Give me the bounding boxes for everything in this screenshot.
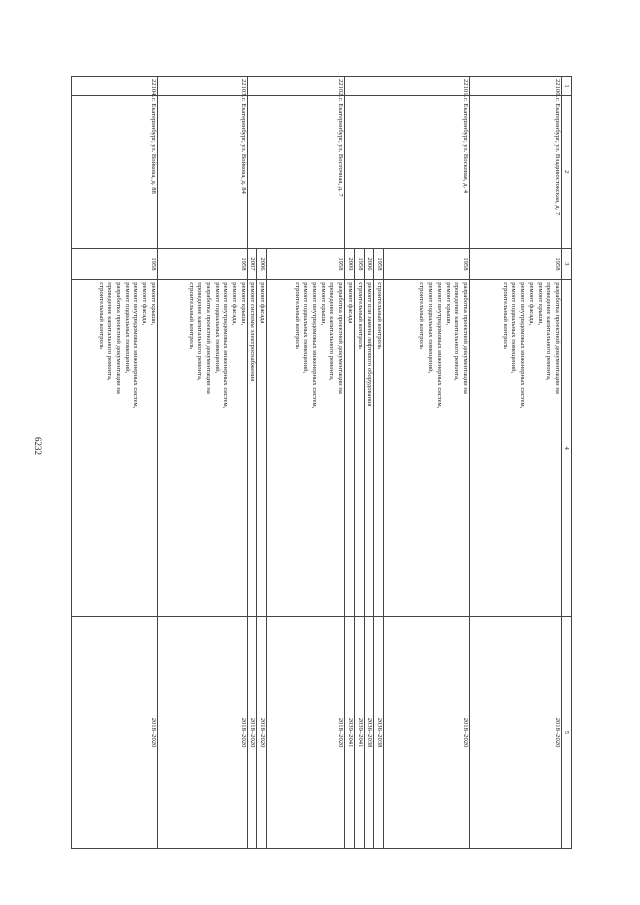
planned-period: 2036–2038 bbox=[374, 617, 384, 849]
work-item: ремонт системы электроснабжения bbox=[249, 282, 257, 382]
works-list bbox=[345, 280, 355, 617]
planned-period: 2018–2020 bbox=[257, 617, 267, 849]
commission-year: 2009 bbox=[345, 248, 355, 280]
work-item: проведение капитального ремонта, bbox=[328, 282, 336, 381]
work-item: ремонт крыши, bbox=[444, 282, 452, 326]
work-item: ремонт фасада, bbox=[527, 282, 535, 326]
entry-address: г. Екатеринбург, ул. Восковая, д. 4 bbox=[345, 96, 470, 248]
commission-year: 2007 bbox=[247, 248, 257, 280]
works-list bbox=[247, 280, 257, 617]
work-item: разработка проектной документации на bbox=[554, 282, 561, 394]
header-col-1: 1 bbox=[562, 77, 572, 96]
works-list bbox=[157, 280, 247, 617]
works-list bbox=[257, 280, 267, 617]
work-item: ремонт крыши, bbox=[536, 282, 544, 326]
planned-period: 2018–2020 bbox=[247, 617, 257, 849]
planned-period: 2018–2020 bbox=[71, 617, 157, 849]
header-col-4: 4 bbox=[562, 280, 572, 617]
table-row bbox=[470, 77, 562, 849]
works-list bbox=[354, 280, 364, 617]
work-item: строительный контроль bbox=[501, 282, 509, 350]
commission-year: 1958 bbox=[470, 248, 562, 280]
planned-period: 2018–2020 bbox=[267, 617, 345, 849]
works-list bbox=[374, 280, 384, 617]
table-body bbox=[71, 77, 561, 849]
table-row bbox=[157, 77, 247, 849]
planned-period: 2039–2041 bbox=[354, 617, 364, 849]
work-item: ремонт фасада bbox=[346, 282, 354, 324]
commission-year: 1958 bbox=[267, 248, 345, 280]
work-item: строительный контроль bbox=[356, 282, 364, 350]
entry-id: 22101. bbox=[345, 77, 470, 96]
entry-id: 22103. bbox=[157, 77, 247, 96]
commission-year: 1958 bbox=[157, 248, 247, 280]
commission-year: 1958 bbox=[71, 248, 157, 280]
table-row bbox=[267, 77, 345, 849]
work-item: ремонт подвальных помещений, bbox=[302, 282, 310, 374]
work-item: разработка проектной документации на bbox=[114, 282, 122, 394]
work-item: ремонт внутридомовых инженерных систем, bbox=[435, 282, 443, 409]
header-col-5: 5 bbox=[562, 617, 572, 849]
work-item: строительный контроль bbox=[187, 282, 195, 350]
work-item: строительный контроль bbox=[97, 282, 105, 350]
repair-schedule-table bbox=[71, 76, 572, 849]
header-row bbox=[562, 77, 572, 849]
work-item: ремонт фасада, bbox=[231, 282, 239, 326]
work-item: ремонт фасада bbox=[259, 282, 267, 324]
entry-address: г. Екатеринбург, ул. Войкова, д. 84 bbox=[157, 96, 247, 248]
planned-period: 2036–2038 bbox=[364, 617, 374, 849]
commission-year: 1958 bbox=[354, 248, 364, 280]
work-item: ремонт подвальных помещений, bbox=[213, 282, 221, 374]
works-list bbox=[384, 280, 470, 617]
work-item: проведение капитального ремонта, bbox=[453, 282, 461, 381]
entry-address: г. Екатеринбург, ул. Владивостокская, д. 7 bbox=[470, 96, 562, 248]
work-item: ремонт внутридомовых инженерных систем, bbox=[222, 282, 230, 409]
planned-period: 2018–2020 bbox=[470, 617, 562, 849]
work-item: ремонт внутридомовых инженерных систем, bbox=[132, 282, 140, 409]
work-item: строительный контроль bbox=[293, 282, 301, 350]
entry-address: г. Екатеринбург, ул. Восточная, д. 7 bbox=[247, 96, 344, 248]
work-item: ремонт подвальных помещений, bbox=[123, 282, 131, 374]
repair-schedule-table-wrapper bbox=[86, 76, 572, 849]
works-list bbox=[470, 280, 562, 617]
work-item: ремонт крыши, bbox=[149, 282, 157, 326]
work-item: ремонт или замена лифтового оборудования bbox=[366, 282, 374, 407]
work-item: ремонт фасада, bbox=[141, 282, 149, 326]
entry-id: 22100. bbox=[470, 77, 562, 96]
table-row bbox=[384, 77, 470, 849]
work-item: проведение капитального ремонта, bbox=[545, 282, 553, 381]
planned-period: 2018–2020 bbox=[384, 617, 470, 849]
work-item: разработка проектной документации на bbox=[462, 282, 469, 394]
work-item: разработка проектной документации на bbox=[337, 282, 345, 394]
work-item: ремонт внутридомовых инженерных систем, bbox=[519, 282, 527, 409]
work-item: строительный контроль bbox=[418, 282, 426, 350]
header-col-2: 2 bbox=[562, 96, 572, 248]
work-item: строительный контроль bbox=[376, 282, 383, 350]
work-item: ремонт подвальных помещений, bbox=[510, 282, 518, 374]
commission-year: 1958 bbox=[384, 248, 470, 280]
works-list bbox=[71, 280, 157, 617]
commission-year: 2006 bbox=[364, 248, 374, 280]
planned-period: 2039–2041 bbox=[345, 617, 355, 849]
work-item: ремонт крыши, bbox=[239, 282, 247, 326]
table-row bbox=[71, 77, 157, 849]
entry-id: 22104. bbox=[71, 77, 157, 96]
page-number: 6232 bbox=[33, 437, 43, 455]
work-item: проведение капитального ремонта, bbox=[196, 282, 204, 381]
works-list bbox=[364, 280, 374, 617]
work-item: ремонт внутридомовых инженерных систем, bbox=[311, 282, 319, 409]
entry-address: г. Екатеринбург, ул. Войкова, д. 88 bbox=[71, 96, 157, 248]
entry-id: 22102. bbox=[247, 77, 344, 96]
commission-year: 2006 bbox=[257, 248, 267, 280]
header-col-3: 3 bbox=[562, 248, 572, 280]
planned-period: 2018–2020 bbox=[157, 617, 247, 849]
work-item: разработка проектной документации на bbox=[204, 282, 212, 394]
work-item: ремонт подвальных помещений, bbox=[427, 282, 435, 374]
commission-year: 1958 bbox=[374, 248, 384, 280]
work-item: проведение капитального ремонта, bbox=[106, 282, 114, 381]
work-item: ремонт крыши, bbox=[319, 282, 327, 326]
works-list bbox=[267, 280, 345, 617]
